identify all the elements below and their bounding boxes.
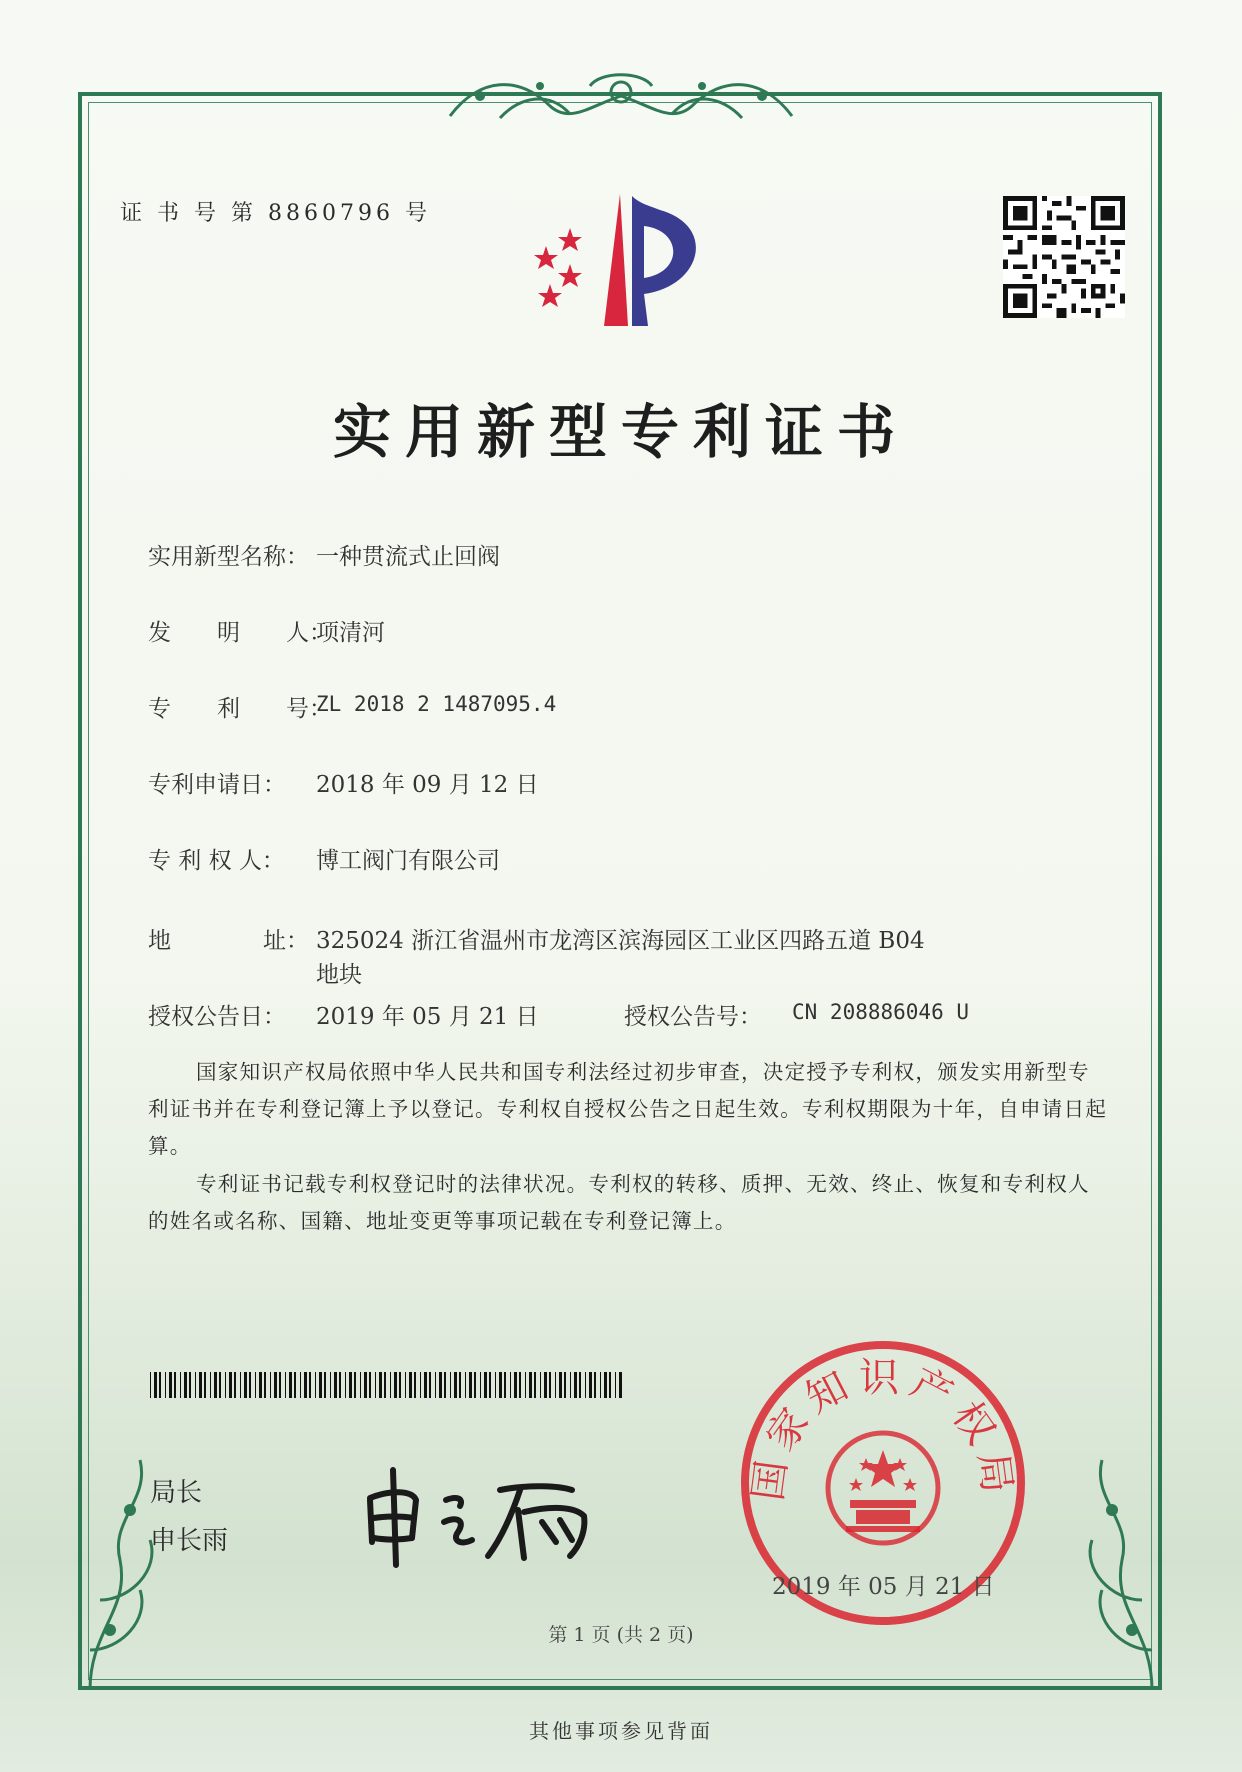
grant-number-value: CN 208886046 U	[792, 1000, 970, 1024]
inventor-value: 项清河	[316, 620, 385, 646]
grant-date-value: 2019 年 05 月 21 日	[316, 1004, 539, 1030]
director-title: 局长	[150, 1478, 203, 1508]
utility-model-name-value: 一种贯流式止回阀	[316, 544, 500, 570]
cnipa-logo	[532, 186, 732, 336]
inventor-label: 发 明 人：	[148, 620, 332, 646]
paragraph-1: 国家知识产权局依照中华人民共和国专利法经过初步审查，决定授予专利权，颁发实用新型专利证书并在专利登记簿上予以登记。专利权自授权公告之日起生效。专利权期限为十年，自申请日起算。	[148, 1060, 1108, 1158]
address-line-1: 325024 浙江省温州市龙湾区滨海园区工业区四路五道 B04	[316, 928, 925, 954]
page-indicator: 第 1 页 (共 2 页)	[548, 1624, 694, 1646]
qr-code	[1003, 196, 1125, 318]
filing-date-value: 2018 年 09 月 12 日	[316, 772, 539, 798]
bottom-right-ornament	[1052, 1450, 1172, 1700]
certificate-number: 证 书 号 第 8860796 号	[120, 201, 431, 226]
utility-model-name-label: 实用新型名称：	[148, 544, 309, 570]
address-label: 地 址：	[148, 928, 309, 954]
patentee-value: 博工阀门有限公司	[316, 848, 500, 874]
barcode	[150, 1372, 625, 1398]
grant-date-label: 授权公告日：	[148, 1004, 286, 1030]
top-ornament	[440, 66, 802, 136]
patent-number-label: 专 利 号：	[148, 696, 332, 722]
filing-date-label: 专利申请日：	[148, 772, 286, 798]
svg-text:国家知识产权局: 国家知识产权局	[745, 1355, 1021, 1504]
patent-number-value: ZL 2018 2 1487095.4	[316, 692, 557, 716]
paragraph-2: 专利证书记载专利权登记时的法律状况。专利权的转移、质押、无效、终止、恢复和专利权人的姓名或名称、国籍、地址变更等事项记载在专利登记簿上。	[148, 1172, 1090, 1233]
patentee-label: 专 利 权 人：	[148, 848, 285, 874]
director-signature	[360, 1460, 625, 1570]
address-line-2: 地块	[316, 962, 362, 988]
seal-date: 2019 年 05 月 21 日	[772, 1574, 995, 1600]
director-name: 申长雨	[150, 1526, 229, 1556]
footer-note: 其他事项参见背面	[529, 1719, 713, 1743]
certificate-title: 实用新型专利证书	[332, 398, 909, 466]
grant-number-label: 授权公告号：	[624, 1004, 762, 1030]
